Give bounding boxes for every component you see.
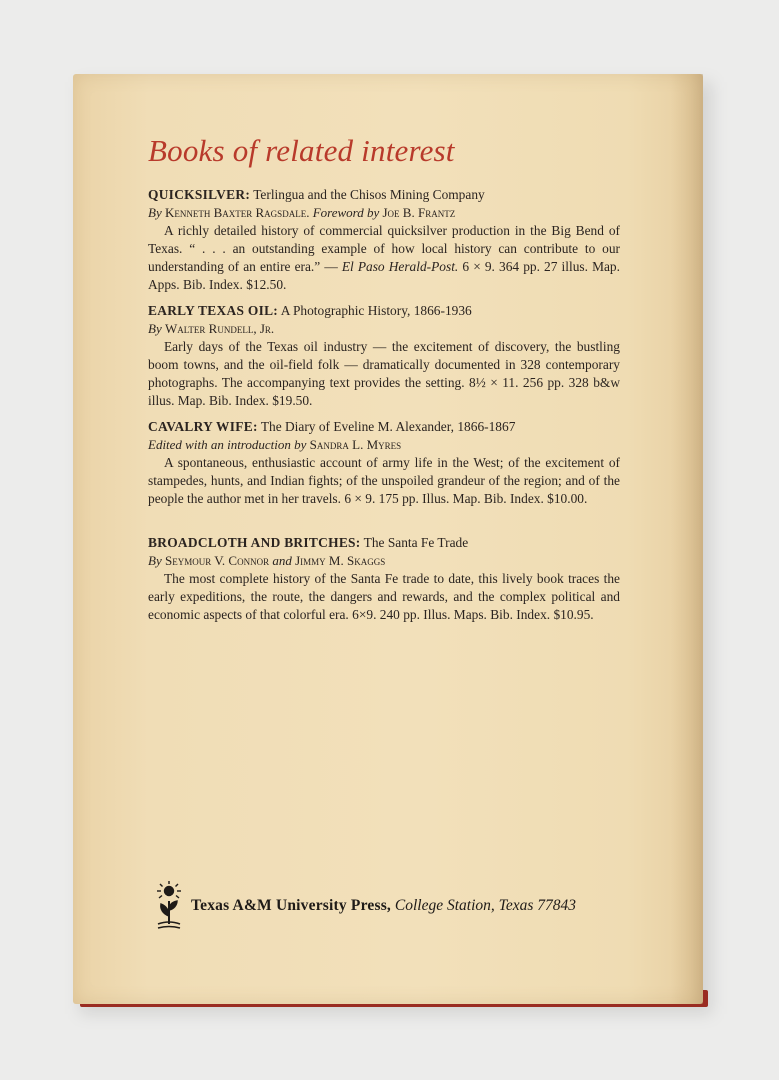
entry-title-line (148, 186, 620, 204)
entry-subtitle: The Diary of Eveline M. Alexander, 1866-1867 (260, 419, 516, 434)
text-run: A richly detailed history of commercial quicksilver production in the Big Bend of Texas. “ . . . an outstanding example of how local history can contribute to our understanding of an entire era.” — (148, 223, 620, 274)
entry-title-line (148, 418, 620, 436)
publisher-name: Texas A&M University Press, (191, 897, 391, 914)
text-run: By (148, 321, 165, 336)
text-run: A spontaneous, enthusiastic account of army life in the West; of the excitement of stampedes, hunts, and Indian fights; of the unspoiled grandeur of the region; and of the people the author met in her travels. 6 × 9. 175 pp. Illus. Map. Bib. Index. $10.00. (148, 455, 620, 506)
entry-title-line (148, 302, 620, 320)
text-run: The most complete history of the Santa Fe trade to date, this lively book traces the early expeditions, the route, the dangers and rewards, and the complex political and economic aspects of that colorful era. 6×9. 240 pp. Illus. Maps. Bib. Index. $10.95. (148, 571, 620, 622)
text-run: El Paso Herald-Post. (341, 259, 459, 274)
entry-title: CAVALRY WIFE: (148, 419, 258, 434)
text-run: Edited with an introduction by (148, 437, 310, 452)
entry-byline (148, 320, 620, 338)
text-run: Seymour V. Connor (164, 553, 270, 568)
text-run: and (269, 553, 296, 568)
text-run: Jimmy M. Skaggs (295, 553, 386, 568)
sun-plant-logo-icon (155, 880, 183, 932)
publisher-location: College Station, Texas 77843 (394, 897, 576, 914)
text-run: Foreword by (312, 205, 383, 220)
entry-byline (148, 552, 620, 570)
book-entry (148, 534, 620, 624)
entry-description (148, 570, 620, 624)
entry-title-line (148, 534, 620, 552)
text-run: . (306, 205, 313, 220)
entry-description (148, 338, 620, 410)
text-run: Walter Rundell, Jr. (164, 321, 275, 336)
text-run: By (148, 553, 165, 568)
spine-fold-shade (671, 74, 703, 1004)
book-entry (148, 302, 620, 410)
text-run: Joe B. Frantz (382, 205, 456, 220)
book-entry (148, 186, 620, 294)
text-run: 6 × 9. 364 pp. 27 illus. Map. Apps. Bib. Index. $12.50. (148, 259, 620, 292)
entry-description (148, 222, 620, 294)
entry-title: BROADCLOTH AND BRITCHES: (148, 535, 361, 550)
entry-subtitle: A Photographic History, 1866-1936 (280, 303, 472, 318)
entry-subtitle: The Santa Fe Trade (363, 535, 469, 550)
book-entry (148, 418, 620, 508)
entry-byline (148, 436, 620, 454)
entry-subtitle: Terlingua and the Chisos Mining Company (253, 187, 485, 202)
entry-description (148, 454, 620, 508)
text-run: Sandra L. Myres (309, 437, 402, 452)
text-run: By (148, 205, 165, 220)
entry-byline (148, 204, 620, 222)
text-run: Kenneth Baxter Ragsdale (164, 205, 307, 220)
text-run: Early days of the Texas oil industry — the excitement of discovery, the bustling boom towns, and the oil-field folk — dramatically documented in 328 contemporary photographs. The accompanying text provides the setting. 8½ × 11. 256 pp. 328 b&w illus. Map. Bib. Index. $19.50. (148, 339, 620, 408)
publisher-imprint (155, 880, 576, 932)
entry-title: QUICKSILVER: (148, 187, 251, 202)
page-heading: Books of related interest (148, 133, 455, 168)
entry-title: EARLY TEXAS OIL: (148, 303, 279, 318)
